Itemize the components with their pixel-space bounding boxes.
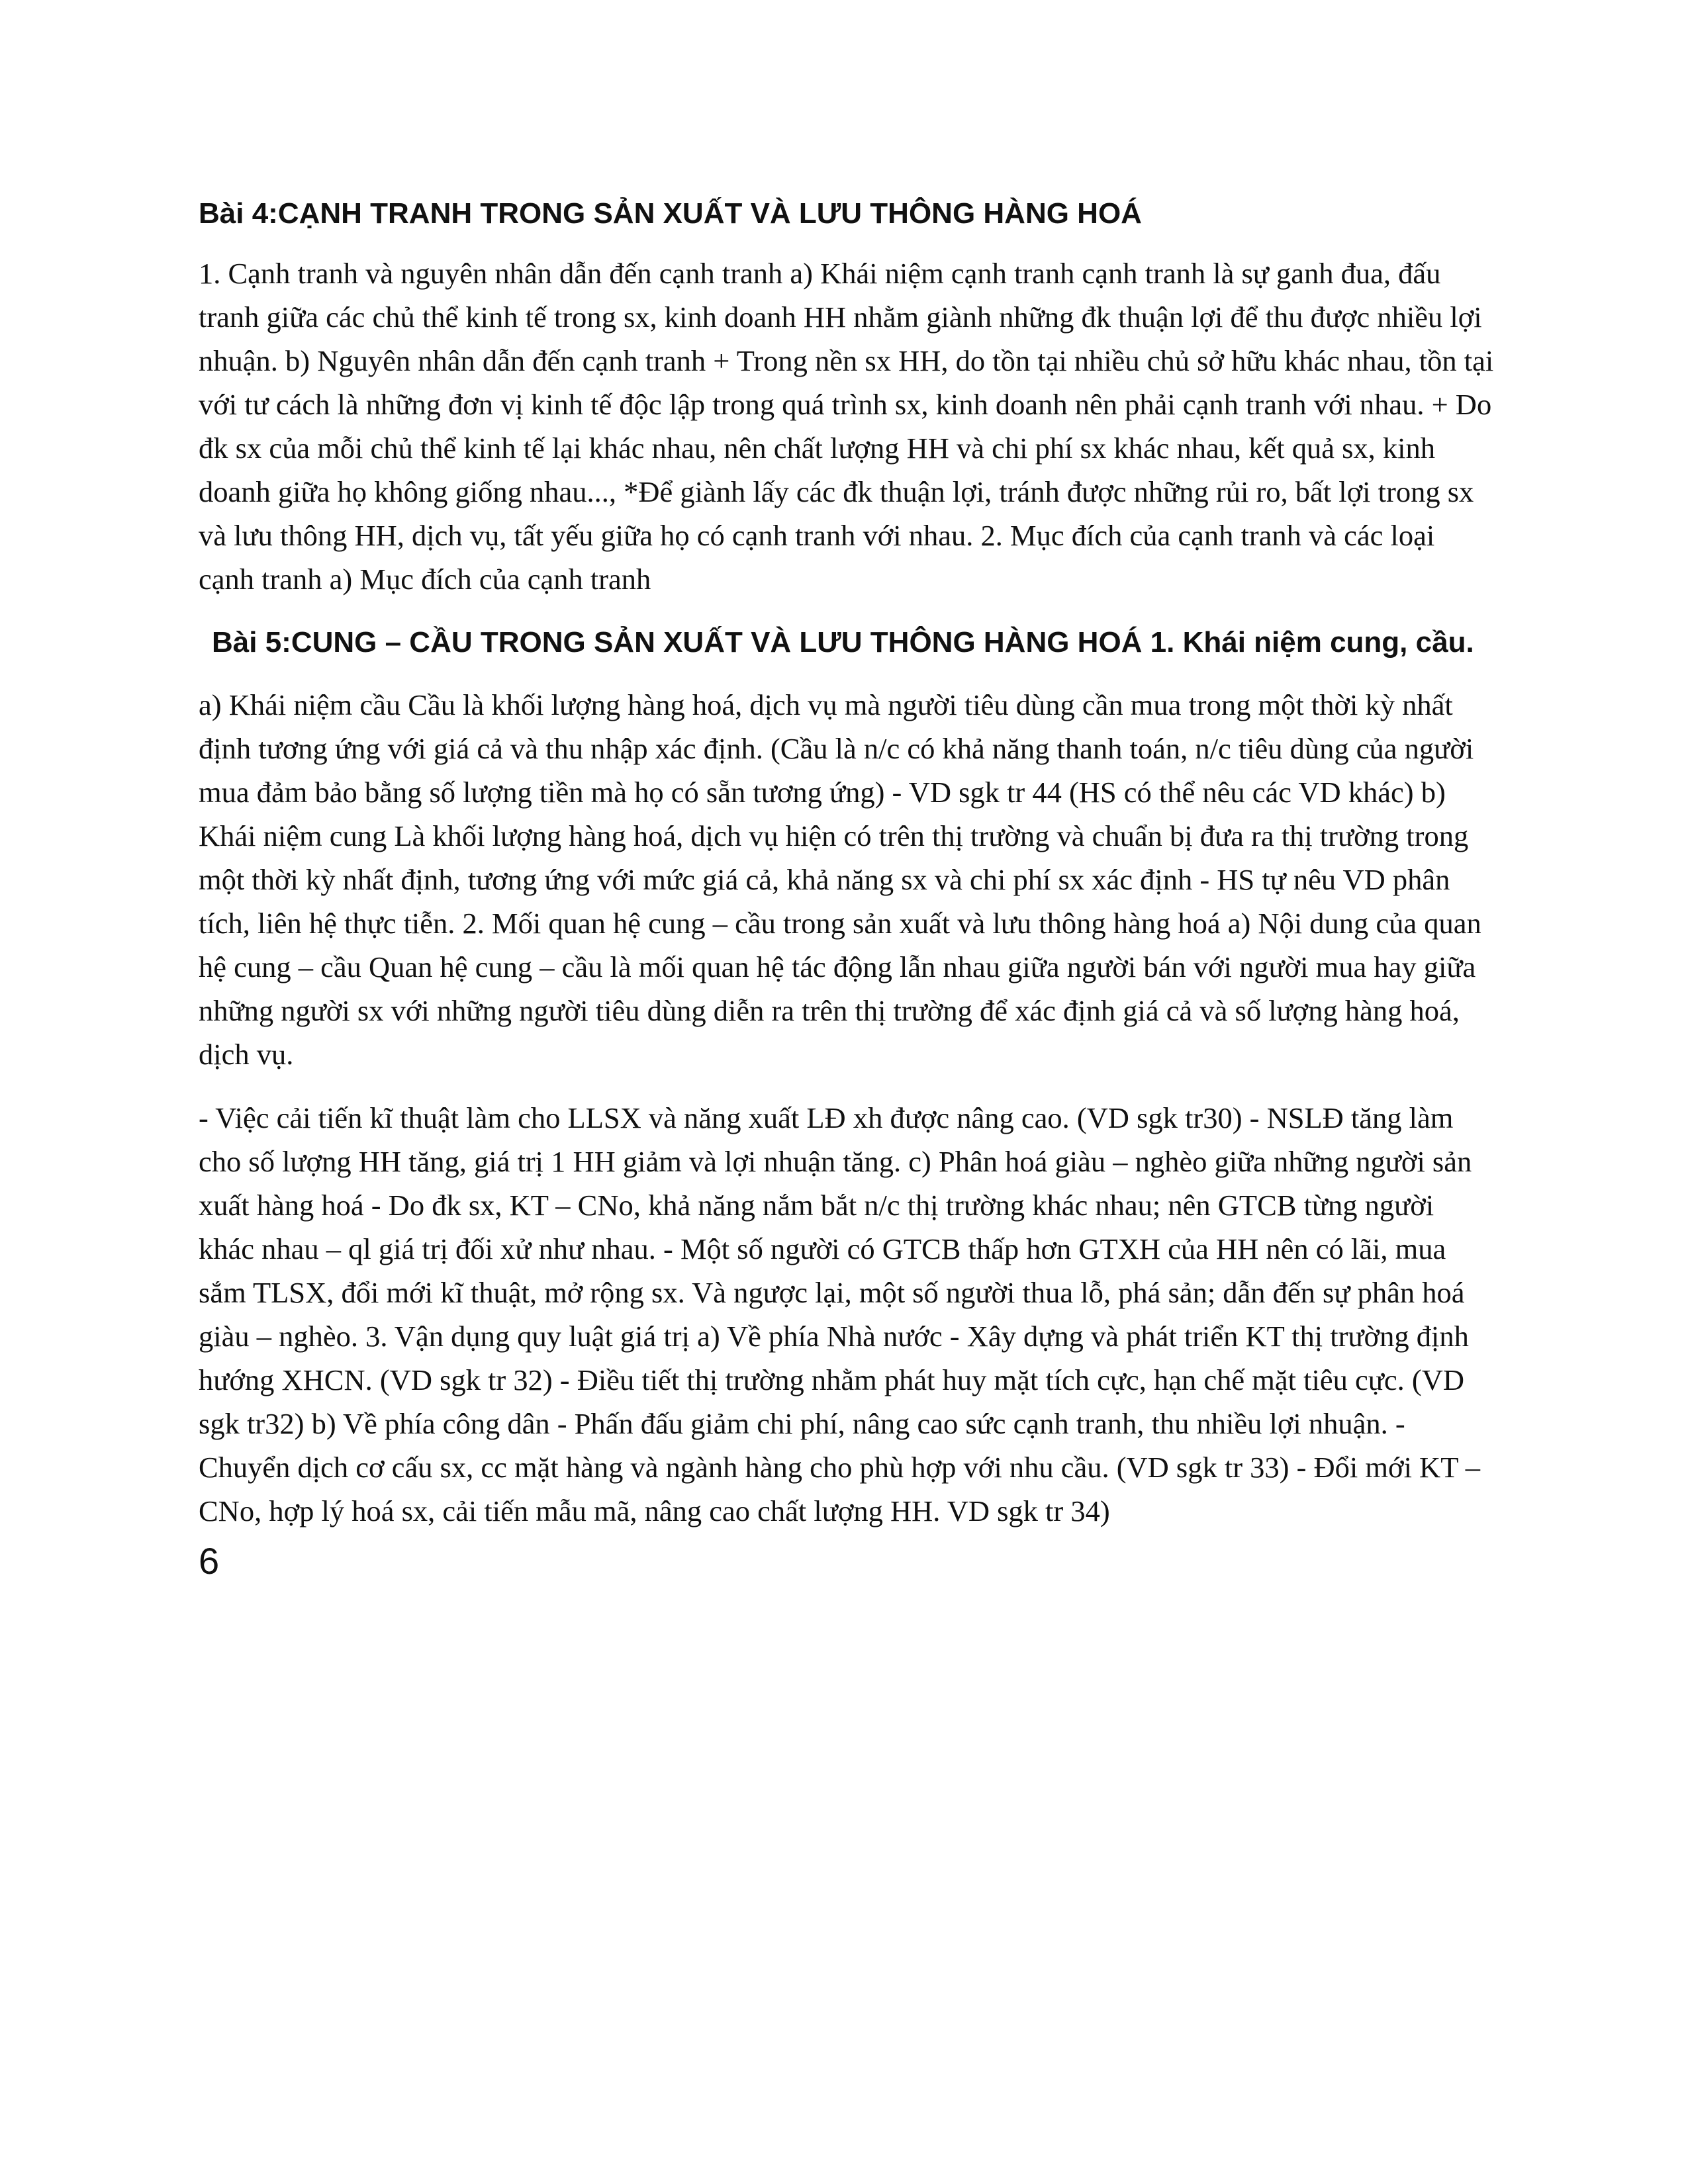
document-page (199, 192, 1496, 1583)
page-number: 6 (199, 1540, 220, 1582)
lesson-5-title: Bài 5:CUNG – CẦU TRONG SẢN XUẤT VÀ LƯU THÔNG HÀNG HOÁ 1. Khái niệm cung, cầu. (212, 626, 1474, 659)
lesson-4-title: Bài 4:CẠNH TRANH TRONG SẢN XUẤT VÀ LƯU THÔNG HÀNG HOÁ (199, 197, 1142, 230)
lesson-5-body-continued: - Việc cải tiến kĩ thuật làm cho LLSX và năng xuất LĐ xh được nâng cao. (VD sgk tr30) - NSLĐ tăng làm cho số lượng HH tăng, giá trị 1 HH giảm và lợi nhuận tăng. c) Phân hoá giàu – nghèo giữa những người sản xuất hàng hoá - Do đk sx, KT – CNo, khả năng nắm bắt n/c thị trường khác nhau; nên GTCB từng người khác nhau – ql giá trị đối xử như nhau. - Một số người có GTCB thấp hơn GTXH của HH nên có lãi, mua sắm TLSX, đổi mới kĩ thuật, mở rộng sx. Và ngược lại, một số người thua lỗ, phá sản; dẫn đến sự phân hoá giàu – nghèo. 3. Vận dụng quy luật giá trị a) Về phía Nhà nước - Xây dựng và phát triển KT thị trường định hướng XHCN. (VD sgk tr 32) - Điều tiết thị trường nhằm phát huy mặt tích cực, hạn chế mặt tiêu cực. (VD sgk tr32) b) Về phía công dân - Phấn đấu giảm chi phí, nâng cao sức cạnh tranh, thu nhiều lợi nhuận. - Chuyển dịch cơ cấu sx, cc mặt hàng và ngành hàng cho phù hợp với nhu cầu. (VD sgk tr 33) - Đổi mới KT – CNo, hợp lý hoá sx, cải tiến mẫu mã, nâng cao chất lượng HH. VD sgk tr 34) (199, 1101, 1480, 1527)
lesson-4-body: 1. Cạnh tranh và nguyên nhân dẫn đến cạnh tranh a) Khái niệm cạnh tranh cạnh tranh là sự ganh đua, đấu tranh giữa các chủ thể kinh tế trong sx, kinh doanh HH nhằm giành những đk thuận lợi để thu được nhiều lợi nhuận. b) Nguyên nhân dẫn đến cạnh tranh + Trong nền sx HH, do tồn tại nhiều chủ sở hữu khác nhau, tồn tại với tư cách là những đơn vị kinh tế độc lập trong quá trình sx, kinh doanh nên phải cạnh tranh với nhau. + Do đk sx của mỗi chủ thể kinh tế lại khác nhau, nên chất lượng HH và chi phí sx khác nhau, kết quả sx, kinh doanh giữa họ không giống nhau..., *Để giành lấy các đk thuận lợi, tránh được những rủi ro, bất lợi trong sx và lưu thông HH, dịch vụ, tất yếu giữa họ có cạnh tranh với nhau. 2. Mục đích của cạnh tranh và các loại cạnh tranh a) Mục đích của cạnh tranh (199, 257, 1494, 596)
lesson-5-body: a) Khái niệm cầu Cầu là khối lượng hàng hoá, dịch vụ mà người tiêu dùng cần mua trong một thời kỳ nhất định tương ứng với giá cả và thu nhập xác định. (Cầu là n/c có khả năng thanh toán, n/c tiêu dùng của người mua đảm bảo bằng số lượng tiền mà họ có sẵn tương ứng) - VD sgk tr 44 (HS có thể nêu các VD khác) b) Khái niệm cung Là khối lượng hàng hoá, dịch vụ hiện có trên thị trường và chuẩn bị đưa ra thị trường trong một thời kỳ nhất định, tương ứng với mức giá cả, khả năng sx và chi phí sx xác định - HS tự nêu VD phân tích, liên hệ thực tiễn. 2. Mối quan hệ cung – cầu trong sản xuất và lưu thông hàng hoá a) Nội dung của quan hệ cung – cầu Quan hệ cung – cầu là mối quan hệ tác động lẫn nhau giữa người bán với người mua hay giữa những người sx với những người tiêu dùng diễn ra trên thị trường để xác định giá cả và số lượng hàng hoá, dịch vụ. (199, 688, 1481, 1071)
